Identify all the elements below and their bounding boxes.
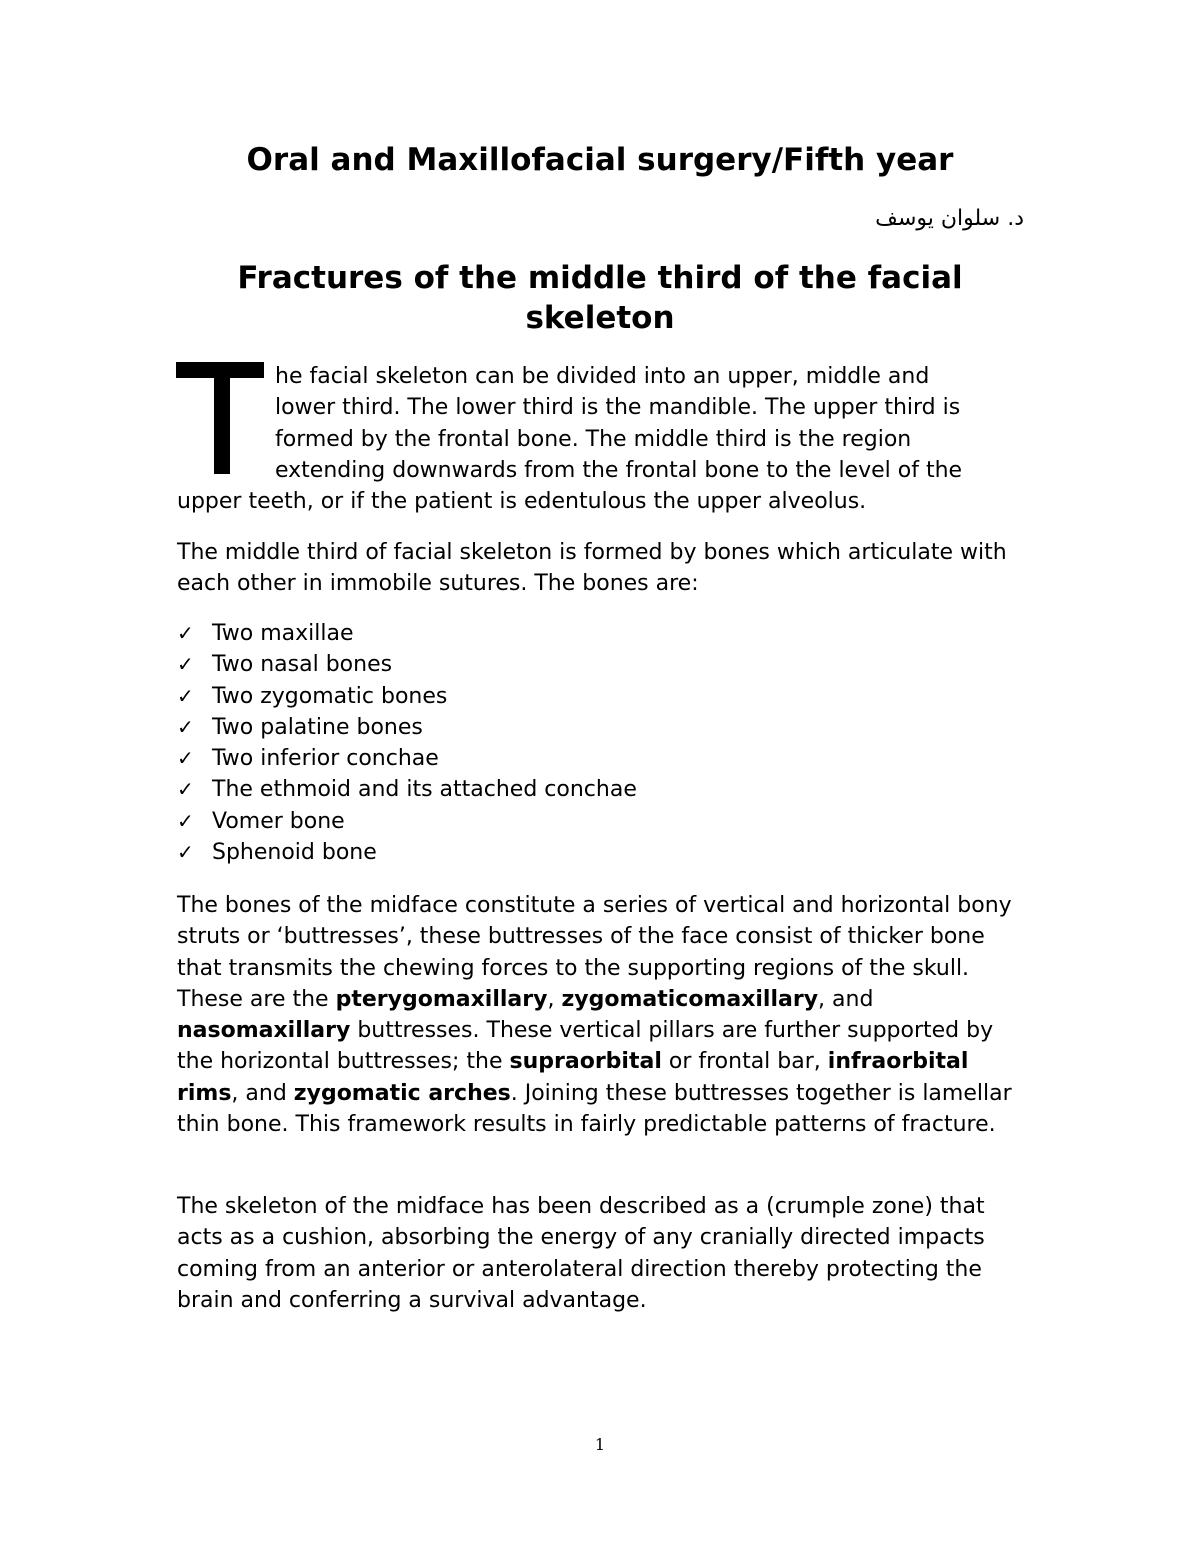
list-item: ✓ Two palatine bones <box>177 712 637 743</box>
intro-line: formed by the frontal bone. The middle third is the region <box>275 426 912 452</box>
buttresses-paragraph: The bones of the midface constitute a series of vertical and horizontal bony struts or ‘buttresses’, these buttresses of the face consist of thicker bone that transmits the chewing forces to the supporting regions of the skull. These are the pterygomaxillary, zygomaticomaxillary, and nasomaxillary buttresses. These vertical pillars are further supported by the horizontal buttresses; the supraorbital or frontal bar, infraorbital rims, and zygomatic arches. Joining these buttresses together is lamellar thin bone. This framework results in fairly predictable patterns of fracture. <box>177 893 1012 1138</box>
checkmark-icon: ✓ <box>177 777 194 802</box>
list-item: ✓ Two inferior conchae <box>177 743 637 774</box>
bold-term: zygomatic arches <box>293 1080 511 1106</box>
bold-term: infraorbital rims <box>177 1049 969 1106</box>
intro-line: extending downwards from the frontal bone to the level of the <box>275 457 963 483</box>
intro-line: lower third. The lower third is the mandible. The upper third is <box>275 395 961 421</box>
intro-paragraph-indented <box>275 361 1035 486</box>
list-item: ✓ Sphenoid bone <box>177 837 637 868</box>
drop-cap-letter <box>172 352 272 482</box>
checkmark-icon: ✓ <box>177 840 194 865</box>
intro-paragraph-tail: upper teeth, or if the patient is edentulous the upper alveolus. <box>177 489 867 514</box>
bold-term: nasomaxillary <box>177 1018 351 1044</box>
checkmark-icon: ✓ <box>177 808 194 833</box>
checkmark-icon: ✓ <box>177 621 194 645</box>
list-item: ✓ The ethmoid and its attached conchae <box>177 774 637 805</box>
bones-list <box>177 618 637 868</box>
author-name: د. سلوان يوسف <box>875 206 1024 231</box>
list-item: ✓ Two zygomatic bones <box>177 681 637 712</box>
checkmark-icon: ✓ <box>177 714 194 739</box>
bold-term: supraorbital <box>509 1049 662 1075</box>
checkmark-icon: ✓ <box>177 652 194 677</box>
page-number: 1 <box>594 1435 606 1454</box>
bones-intro-paragraph: The middle third of facial skeleton is formed by bones which articulate with each other in immobile sutures. The bones are: <box>177 540 1007 597</box>
bold-term: zygomaticomaxillary <box>561 986 819 1012</box>
list-item: ✓ Two nasal bones <box>177 649 637 680</box>
intro-line: he facial skeleton can be divided into an upper, middle and <box>275 364 930 389</box>
bold-term: pterygomaxillary <box>335 986 548 1012</box>
checkmark-icon: ✓ <box>177 683 194 708</box>
checkmark-icon: ✓ <box>177 746 194 771</box>
list-item: ✓ Vomer bone <box>177 806 637 837</box>
article-title: Fractures of the middle third of the facial skeleton <box>237 260 963 336</box>
list-item: ✓ Two maxillae <box>177 618 637 649</box>
course-title: Oral and Maxillofacial surgery/Fifth year <box>246 142 954 178</box>
crumple-zone-paragraph: The skeleton of the midface has been described as a (crumple zone) that acts as a cushion, absorbing the energy of any cranially directed impacts coming from an anterior or anterolateral direction thereby protecting the brain and conferring a survival advantage. <box>177 1194 985 1313</box>
